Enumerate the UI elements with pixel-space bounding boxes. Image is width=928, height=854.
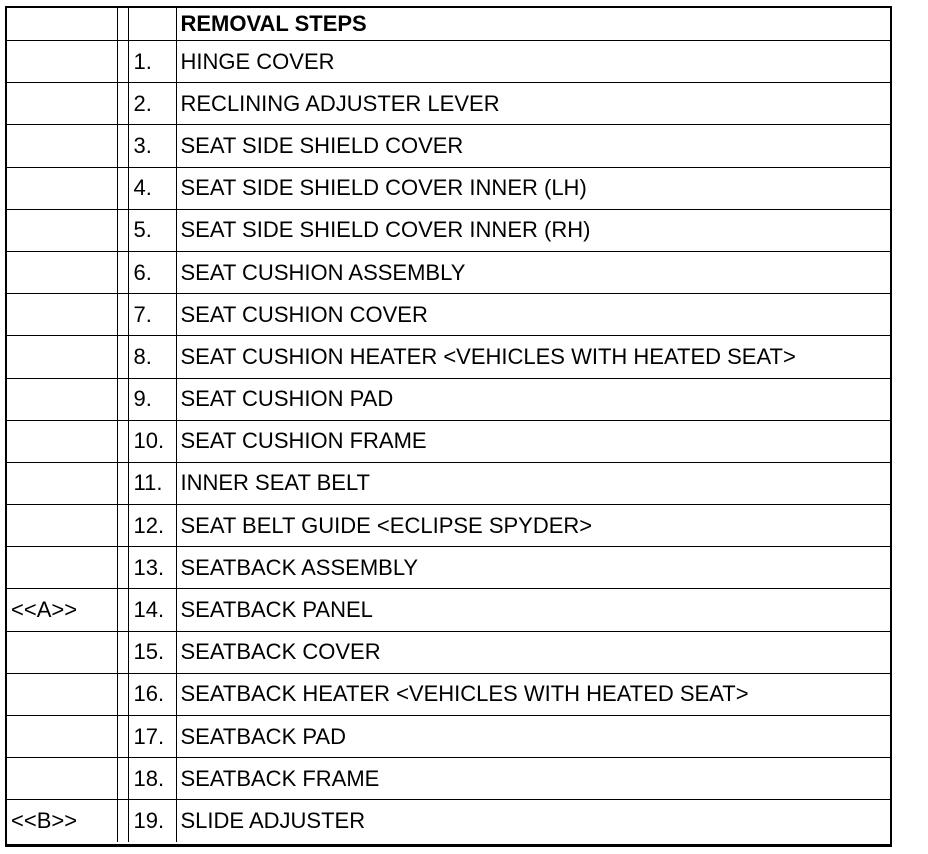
table-row <box>7 41 890 83</box>
step-number-cell: 2. <box>128 83 176 125</box>
step-name-cell: HINGE COVER <box>176 41 890 83</box>
step-name-cell: SEATBACK FRAME <box>176 758 890 800</box>
step-number-cell: 17. <box>128 716 176 758</box>
step-note-cell <box>7 83 117 125</box>
step-number-cell: 1. <box>128 41 176 83</box>
gap-cell <box>117 294 128 336</box>
step-note-cell <box>7 420 117 462</box>
table-row <box>7 336 890 378</box>
table-row <box>7 167 890 209</box>
table-row <box>7 631 890 673</box>
step-number-cell: 11. <box>128 462 176 504</box>
step-note-cell <box>7 167 117 209</box>
gap-cell <box>117 716 128 758</box>
step-note-cell <box>7 716 117 758</box>
gap-cell <box>117 758 128 800</box>
table-row <box>7 251 890 293</box>
gap-cell <box>117 378 128 420</box>
step-name-cell: SLIDE ADJUSTER <box>176 800 890 842</box>
step-name-cell: SEAT CUSHION COVER <box>176 294 890 336</box>
table-row <box>7 462 890 504</box>
table-row <box>7 758 890 800</box>
step-note-cell <box>7 547 117 589</box>
step-note-cell <box>7 462 117 504</box>
step-name-cell: RECLINING ADJUSTER LEVER <box>176 83 890 125</box>
step-note-cell <box>7 125 117 167</box>
header-title: REMOVAL STEPS <box>176 8 890 41</box>
step-number-cell: 13. <box>128 547 176 589</box>
step-number-cell: 9. <box>128 378 176 420</box>
step-name-cell: SEAT CUSHION HEATER <VEHICLES WITH HEATED SEAT> <box>176 336 890 378</box>
step-name-cell: SEATBACK ASSEMBLY <box>176 547 890 589</box>
step-note-cell <box>7 41 117 83</box>
step-note-cell <box>7 251 117 293</box>
step-number-cell: 4. <box>128 167 176 209</box>
header-gap-cell <box>117 8 128 41</box>
gap-cell <box>117 125 128 167</box>
gap-cell <box>117 41 128 83</box>
removal-steps-table <box>7 8 890 842</box>
table-row <box>7 125 890 167</box>
step-name-cell: SEAT BELT GUIDE <ECLIPSE SPYDER> <box>176 505 890 547</box>
table-row <box>7 800 890 842</box>
step-number-cell: 3. <box>128 125 176 167</box>
header-note-cell <box>7 8 117 41</box>
step-number-cell: 16. <box>128 673 176 715</box>
step-number-cell: 15. <box>128 631 176 673</box>
step-name-cell: SEAT CUSHION PAD <box>176 378 890 420</box>
step-note-cell <box>7 758 117 800</box>
table-header-row <box>7 8 890 41</box>
step-note-cell <box>7 631 117 673</box>
step-number-cell: 14. <box>128 589 176 631</box>
gap-cell <box>117 631 128 673</box>
step-note-cell <box>7 294 117 336</box>
table-row <box>7 378 890 420</box>
step-name-cell: SEATBACK PAD <box>176 716 890 758</box>
gap-cell <box>117 505 128 547</box>
header-num-cell <box>128 8 176 41</box>
gap-cell <box>117 589 128 631</box>
step-number-cell: 7. <box>128 294 176 336</box>
step-number-cell: 18. <box>128 758 176 800</box>
table-row <box>7 547 890 589</box>
table-row <box>7 716 890 758</box>
step-name-cell: SEATBACK COVER <box>176 631 890 673</box>
step-name-cell: SEATBACK HEATER <VEHICLES WITH HEATED SEAT> <box>176 673 890 715</box>
table-row <box>7 83 890 125</box>
step-name-cell: SEAT SIDE SHIELD COVER INNER (LH) <box>176 167 890 209</box>
step-name-cell: INNER SEAT BELT <box>176 462 890 504</box>
step-number-cell: 5. <box>128 209 176 251</box>
step-note-cell: <<B>> <box>7 800 117 842</box>
step-name-cell: SEATBACK PANEL <box>176 589 890 631</box>
table-row <box>7 209 890 251</box>
gap-cell <box>117 251 128 293</box>
gap-cell <box>117 420 128 462</box>
gap-cell <box>117 167 128 209</box>
gap-cell <box>117 336 128 378</box>
step-note-cell <box>7 336 117 378</box>
table-row <box>7 420 890 462</box>
step-number-cell: 12. <box>128 505 176 547</box>
gap-cell <box>117 209 128 251</box>
gap-cell <box>117 547 128 589</box>
gap-cell <box>117 800 128 842</box>
step-note-cell <box>7 209 117 251</box>
step-note-cell: <<A>> <box>7 589 117 631</box>
gap-cell <box>117 462 128 504</box>
step-note-cell <box>7 378 117 420</box>
step-note-cell <box>7 673 117 715</box>
step-number-cell: 19. <box>128 800 176 842</box>
table-row <box>7 505 890 547</box>
table-row <box>7 673 890 715</box>
step-number-cell: 8. <box>128 336 176 378</box>
step-name-cell: SEAT SIDE SHIELD COVER <box>176 125 890 167</box>
step-note-cell <box>7 505 117 547</box>
step-name-cell: SEAT CUSHION ASSEMBLY <box>176 251 890 293</box>
table-row <box>7 589 890 631</box>
table-row <box>7 294 890 336</box>
step-name-cell: SEAT SIDE SHIELD COVER INNER (RH) <box>176 209 890 251</box>
gap-cell <box>117 673 128 715</box>
step-name-cell: SEAT CUSHION FRAME <box>176 420 890 462</box>
step-number-cell: 10. <box>128 420 176 462</box>
step-number-cell: 6. <box>128 251 176 293</box>
gap-cell <box>117 83 128 125</box>
